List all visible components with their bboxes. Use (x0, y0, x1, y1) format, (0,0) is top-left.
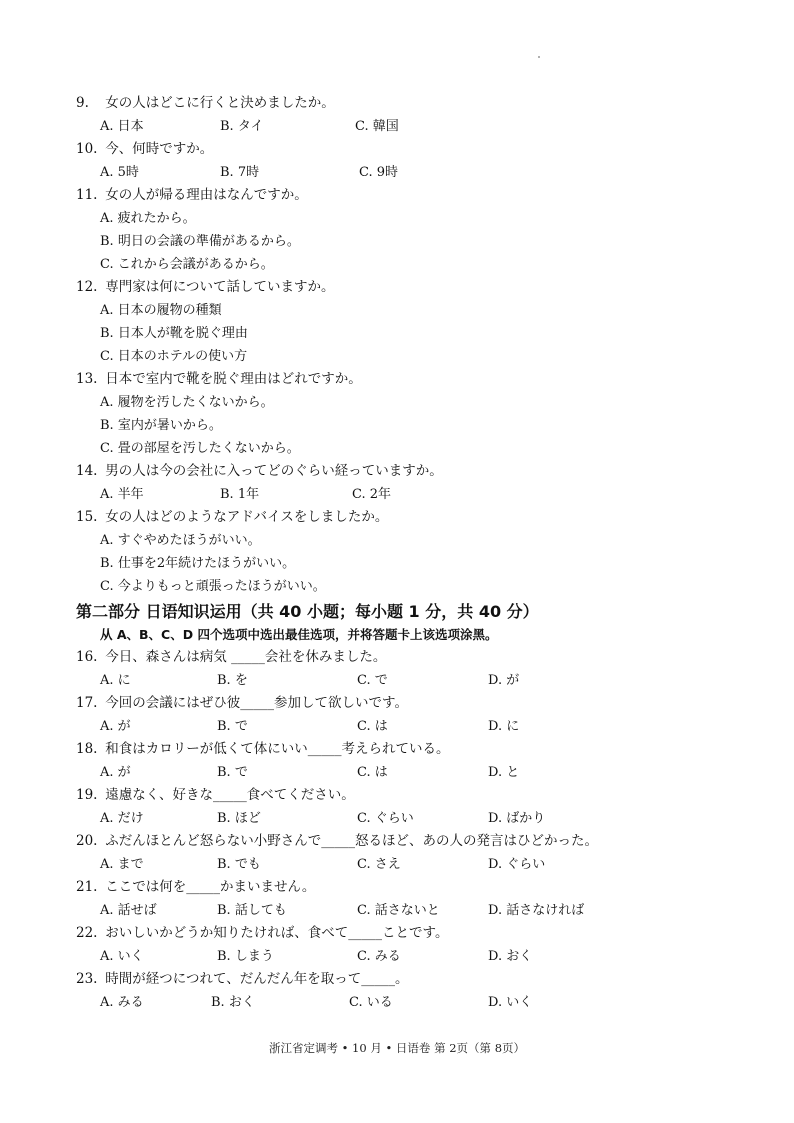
option-b: B. ほど (217, 811, 261, 826)
question-number: 16. (76, 649, 98, 665)
option-b: B. 明日の会議の準備があるから。 (100, 234, 300, 249)
options-row (76, 669, 736, 692)
option-d: D. いく (488, 995, 533, 1010)
question-text: 今回の会議にはぜひ彼_____参加して欲しいです。 (105, 695, 408, 711)
options-row (76, 115, 736, 138)
option-a: A. いく (100, 949, 144, 964)
scan-dot (538, 56, 540, 58)
option-a: A. 5時 (100, 165, 139, 180)
option-a: A. 疲れたから。 (100, 211, 196, 226)
options-row (76, 761, 736, 784)
section-instruction: 从 A、B、C、D 四个选项中选出最佳选项，并将答题卡上该选项涂黑。 (100, 627, 498, 642)
question-text: 和食はカロリーが低くて体にいい_____考えられている。 (105, 741, 450, 757)
question-text: 今日、森さんは病気 _____会社を休みました。 (105, 649, 387, 665)
option-c: C. みる (357, 949, 401, 964)
option-d: D. ぐらい (488, 857, 546, 872)
question-number: 14. (76, 463, 98, 479)
question-text: 女の人はどのようなアドバイスをしましたか。 (105, 509, 389, 525)
page-footer: 浙江省定调考 • 10 月 • 日语卷 第 2页（第 8页） (268, 1041, 526, 1055)
option-c: C. 2年 (352, 487, 392, 502)
option-b: B. を (217, 673, 248, 688)
option-b: B. で (217, 719, 248, 734)
option-b: B. 7時 (220, 165, 260, 180)
option-d: D. おく (488, 949, 533, 964)
question-number: 18. (76, 741, 98, 757)
question-text: ここでは何を_____かまいません。 (105, 879, 316, 895)
question-text: おいしいかどうか知りたければ、食べて_____ことです。 (105, 925, 449, 941)
question-18 (76, 738, 736, 761)
option-c: C. ぐらい (357, 811, 414, 826)
question-19 (76, 784, 736, 807)
options-row (76, 853, 736, 876)
question-text: 今、何時ですか。 (105, 141, 214, 157)
option-b: B. 1年 (220, 487, 260, 502)
question-number: 19. (76, 787, 98, 803)
option-b: B. 日本人が靴を脱ぐ理由 (100, 326, 248, 341)
question-text: 女の人が帰る理由はなんですか。 (105, 187, 308, 203)
question-number: 9. (76, 95, 89, 111)
option-c: C. 今よりもっと頑張ったほうがいい。 (100, 579, 326, 594)
option-c: C. これから会議があるから。 (100, 257, 274, 272)
question-number: 22. (76, 925, 98, 941)
option-b: B. 話しても (217, 903, 287, 918)
question-text: 時間が経つにつれて、だんだん年を取って_____。 (105, 971, 409, 987)
option-a: A. 日本の履物の種類 (100, 303, 222, 318)
option-c: C. 話さないと (357, 903, 440, 918)
option-c: C. 韓国 (355, 119, 399, 134)
option-a: A. 日本 (100, 119, 144, 134)
question-number: 11. (76, 187, 98, 203)
question-21 (76, 876, 736, 899)
option-a: A. すぐやめたほうがいい。 (100, 533, 261, 548)
question-12 (76, 276, 736, 299)
question-20 (76, 830, 736, 853)
option-c: C. は (357, 719, 388, 734)
option-b: B. で (217, 765, 248, 780)
option-d: D. が (488, 673, 520, 688)
option-a: A. だけ (100, 811, 144, 826)
question-9 (76, 92, 736, 115)
question-text: 日本で室内で靴を脱ぐ理由はどれですか。 (105, 371, 362, 387)
question-11 (76, 184, 736, 207)
question-13 (76, 368, 736, 391)
option-b: B. 室内が暑いから。 (100, 418, 222, 433)
option-a: A. 話せば (100, 903, 157, 918)
option-b: B. タイ (220, 119, 264, 134)
option-b: B. しまう (217, 949, 274, 964)
question-text: ふだんほとんど怒らない小野さんで_____怒るほど、あの人の発言はひどかった。 (105, 833, 599, 849)
options-row (76, 483, 736, 506)
options-row (76, 991, 736, 1014)
question-number: 10. (76, 141, 98, 157)
question-text: 男の人は今の会社に入ってどのぐらい経っていますか。 (105, 463, 443, 479)
question-number: 20. (76, 833, 98, 849)
question-14 (76, 460, 736, 483)
question-text: 遠慮なく、好きな_____食べてください。 (105, 787, 355, 803)
question-number: 12. (76, 279, 98, 295)
options-row (76, 945, 736, 968)
question-22 (76, 922, 736, 945)
option-c: C. 日本のホテルの使い方 (100, 349, 248, 364)
option-c: C. いる (349, 995, 393, 1010)
option-c: C. は (357, 765, 388, 780)
options-row (76, 715, 736, 738)
option-c: C. 畳の部屋を汚したくないから。 (100, 441, 300, 456)
question-number: 17. (76, 695, 98, 711)
option-d: D. に (488, 719, 520, 734)
option-c: C. さえ (357, 857, 401, 872)
question-16 (76, 646, 736, 669)
question-number: 23. (76, 971, 98, 987)
question-number: 21. (76, 879, 98, 895)
question-23 (76, 968, 736, 991)
option-a: A. 履物を汚したくないから。 (100, 395, 274, 410)
question-number: 15. (76, 509, 98, 525)
option-b: B. 仕事を2年続けたほうがいい。 (100, 556, 296, 571)
question-15 (76, 506, 736, 529)
question-text: 専門家は何について話していますか。 (105, 279, 335, 295)
option-d: D. ばかり (488, 811, 546, 826)
question-number: 13. (76, 371, 98, 387)
option-a: A. みる (100, 995, 144, 1010)
option-d: D. 話さなければ (488, 903, 585, 918)
option-a: A. 半年 (100, 487, 144, 502)
question-10 (76, 138, 736, 161)
options-row (76, 161, 736, 184)
options-row (76, 807, 736, 830)
option-a: A. が (100, 765, 131, 780)
question-17 (76, 692, 736, 715)
option-a: A. が (100, 719, 131, 734)
option-c: C. 9時 (359, 165, 399, 180)
option-a: A. まで (100, 857, 144, 872)
option-b: B. おく (211, 995, 255, 1010)
option-c: C. で (357, 673, 388, 688)
page-content (76, 92, 736, 1014)
section-title: 第二部分 日语知识运用（共 40 小题；每小题 1 分，共 40 分） (76, 602, 539, 621)
option-d: D. と (488, 765, 520, 780)
question-text: 女の人はどこに行くと決めましたか。 (105, 95, 335, 111)
option-b: B. でも (217, 857, 261, 872)
option-a: A. に (100, 673, 131, 688)
options-row (76, 899, 736, 922)
